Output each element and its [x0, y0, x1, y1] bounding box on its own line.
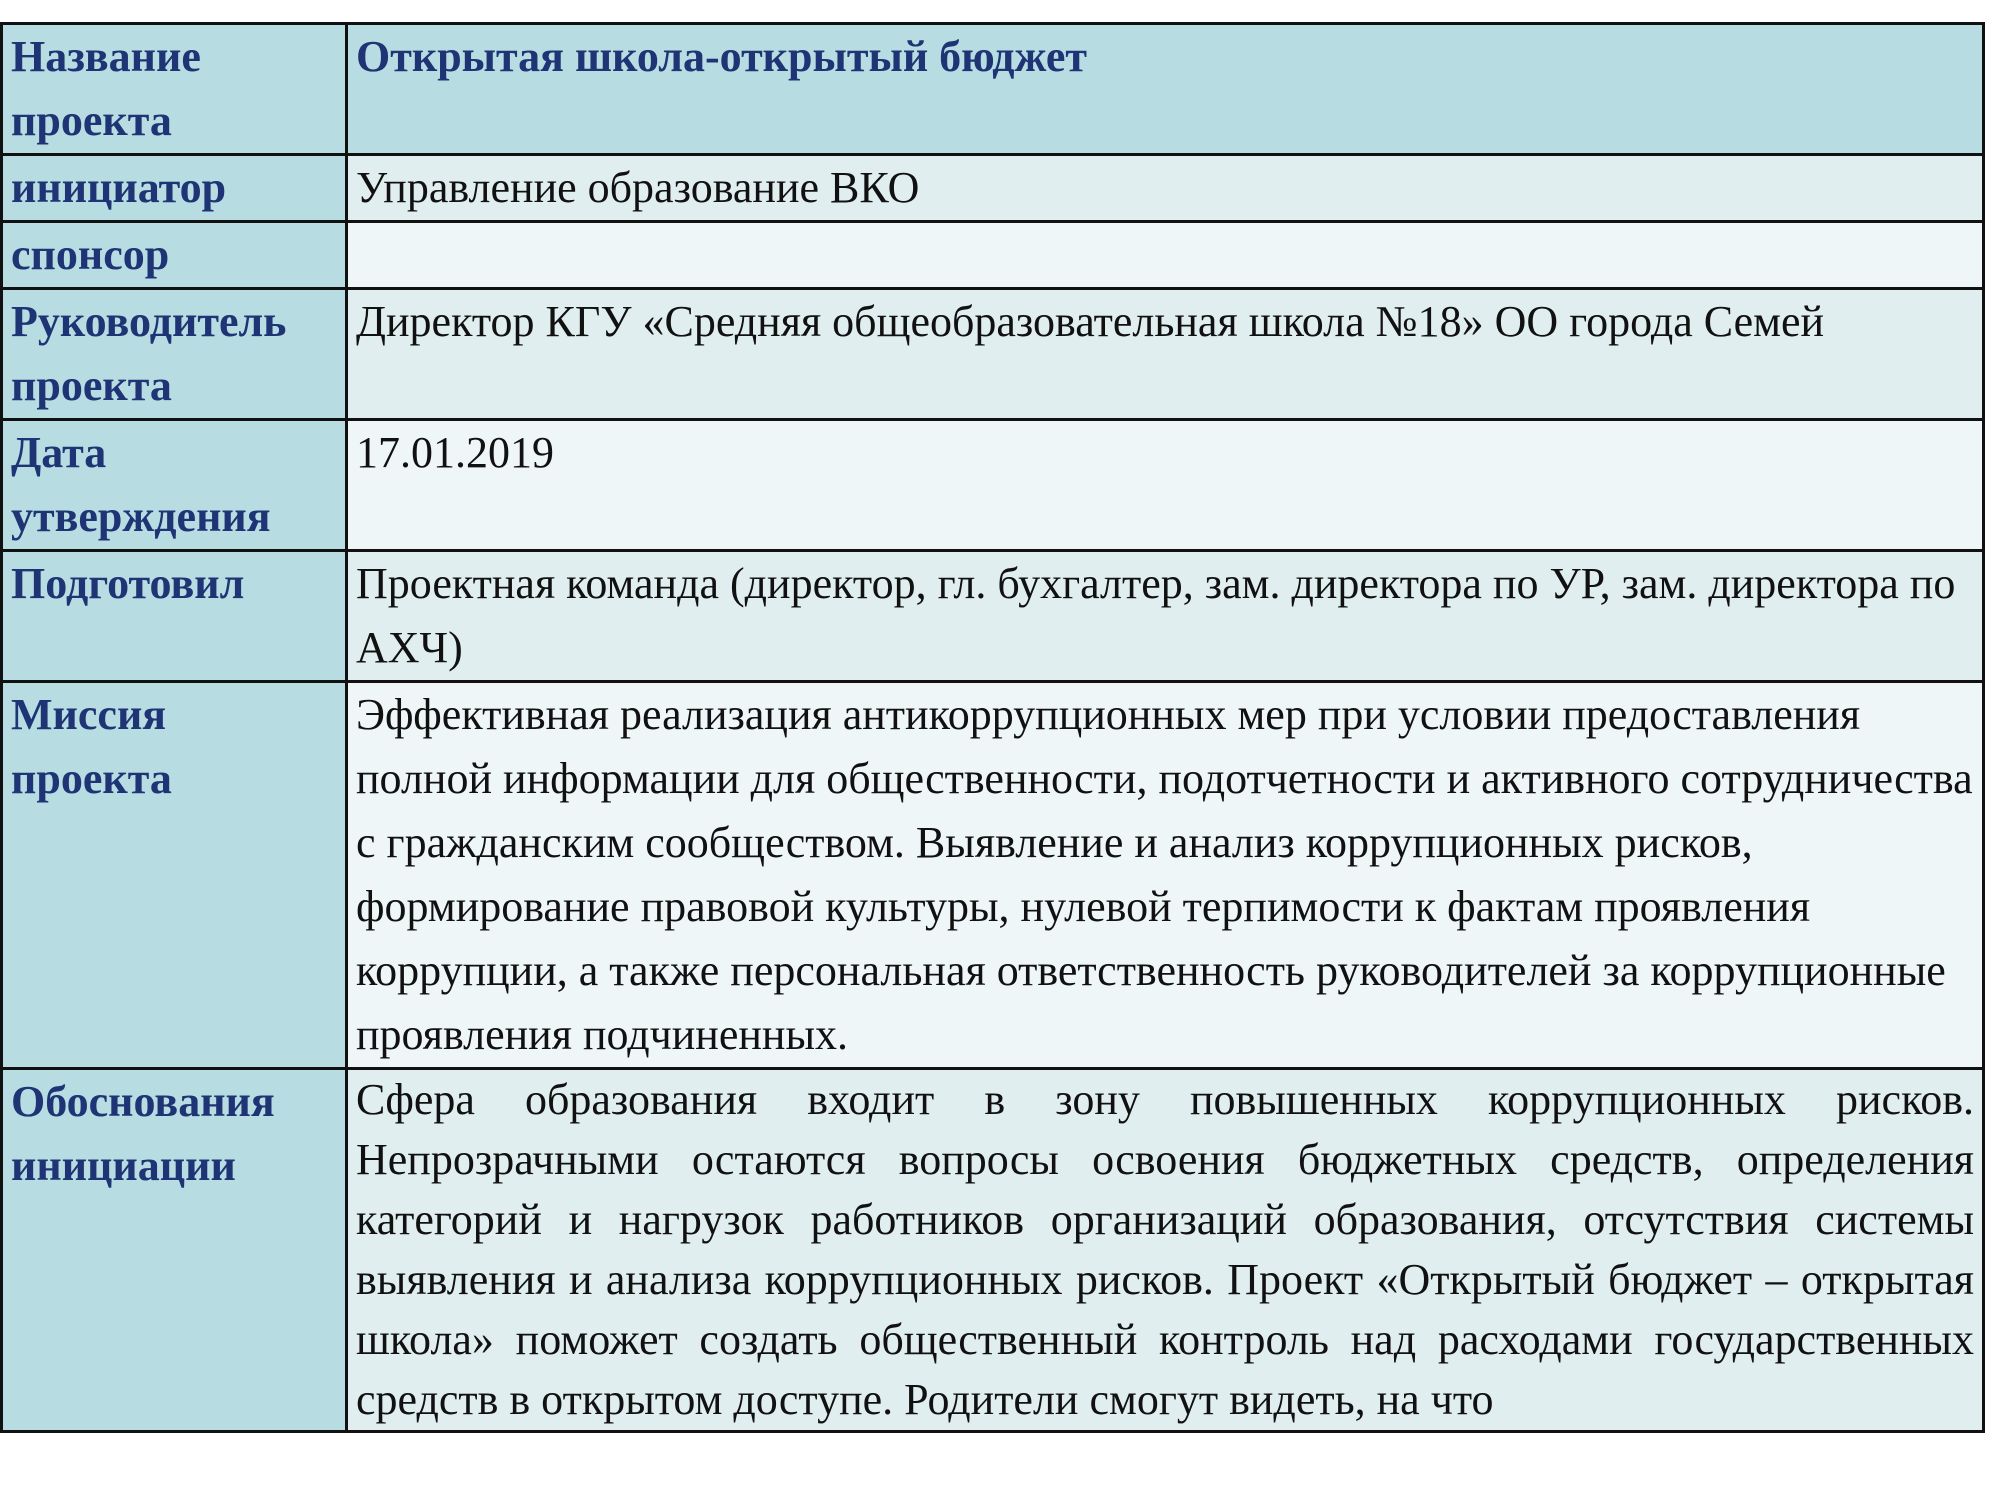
project-passport-sheet [0, 22, 1985, 1500]
table-row-sponsor [2, 222, 1984, 289]
project-manager-value: Директор КГУ «Средняя общеобразовательная школа №18» ОО города Семей [347, 289, 1984, 420]
row-label: спонсор [2, 222, 347, 289]
row-label: инициатор [2, 155, 347, 222]
sponsor-value [347, 222, 1984, 289]
project-name-value: Открытая школа-открытый бюджет [347, 24, 1984, 155]
table-row-initiator [2, 155, 1984, 222]
table-row-prepared-by [2, 551, 1984, 682]
approval-date-value: 17.01.2019 [347, 420, 1984, 551]
row-label: Название проекта [2, 24, 347, 155]
table-row-mission [2, 682, 1984, 1069]
project-passport-table [0, 22, 1985, 1433]
table-row-approval-date [2, 420, 1984, 551]
table-row-justification [2, 1069, 1984, 1432]
mission-value: Эффективная реализация антикоррупционных мер при условии предоставления полной информации для общественности, подотчетности и активного сотрудничества с гражданским сообществом. Выявление и анализ коррупционных рисков, формирование правовой культуры, нулевой терпимости к фактам проявления коррупции, а также персональная ответственность руководителей за коррупционные проявления подчиненных. [347, 682, 1984, 1069]
prepared-by-value: Проектная команда (директор, гл. бухгалтер, зам. директора по УР, зам. директора по АХЧ) [347, 551, 1984, 682]
row-label: Подготовил [2, 551, 347, 682]
row-label: Руководитель проекта [2, 289, 347, 420]
row-label: Миссия проекта [2, 682, 347, 1069]
row-label: Обоснования инициации [2, 1069, 347, 1432]
justification-value: Сфера образования входит в зону повышенных коррупционных рисков. Непрозрачными остаются вопросы освоения бюджетных средств, определения категорий и нагрузок работников организаций образования, отсутствия системы выявления и анализа коррупционных рисков. Проект «Открытый бюджет – открытая школа» поможет создать общественный контроль над расходами государственных средств в открытом доступе. Родители смогут видеть, на что [347, 1069, 1984, 1432]
initiator-value: Управление образование ВКО [347, 155, 1984, 222]
row-label: Дата утверждения [2, 420, 347, 551]
table-row-project-manager [2, 289, 1984, 420]
table-row-project-name [2, 24, 1984, 155]
